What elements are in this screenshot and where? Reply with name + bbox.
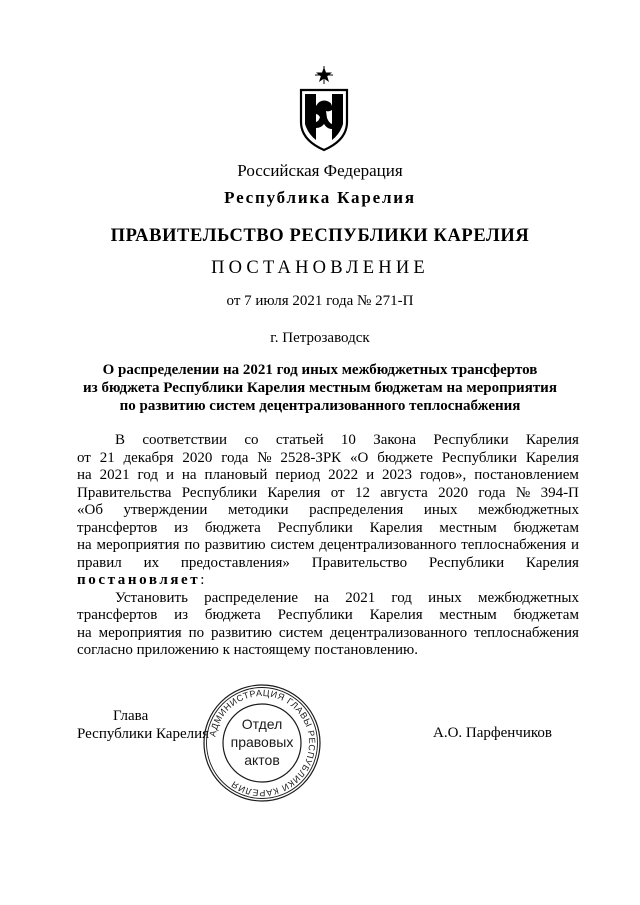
word: развитию bbox=[204, 537, 266, 553]
word: 2528-ЗРК bbox=[280, 449, 342, 466]
word: период bbox=[275, 467, 321, 483]
word: 2021 bbox=[345, 589, 376, 606]
word: распределение bbox=[204, 589, 299, 606]
word: на bbox=[314, 589, 329, 606]
stamp-center-line: Отдел bbox=[241, 716, 283, 732]
justified-line bbox=[77, 485, 579, 503]
word: «Об bbox=[77, 502, 103, 518]
word: методики bbox=[227, 502, 289, 518]
justified-line bbox=[77, 625, 579, 643]
title-line: О распределении на 2021 год иных межбюджетных трансфертов bbox=[102, 362, 538, 378]
round-stamp bbox=[201, 682, 323, 804]
word: на bbox=[77, 537, 92, 553]
document-date-number: от 7 июля 2021 года № 271-П bbox=[226, 293, 414, 309]
word: от bbox=[77, 449, 91, 466]
justified-line bbox=[77, 467, 579, 485]
justified-line bbox=[77, 590, 579, 608]
word: мероприятия bbox=[96, 537, 180, 553]
word: Установить bbox=[115, 589, 188, 606]
word: распределения bbox=[309, 502, 404, 518]
title-line: по развитию систем децентрализованного теплоснабжения bbox=[119, 398, 521, 414]
decree-colon: : bbox=[200, 572, 205, 588]
word: систем bbox=[270, 537, 315, 553]
word: 2021 bbox=[99, 467, 130, 483]
word: плановый bbox=[204, 467, 268, 483]
word: Республики bbox=[277, 519, 353, 536]
karelia-coat-of-arms-icon bbox=[296, 66, 352, 152]
word: трансфертов bbox=[77, 607, 158, 623]
word: год bbox=[391, 589, 412, 606]
word: 2020 bbox=[438, 484, 469, 501]
signature-position-line: Республики Карелия bbox=[77, 726, 210, 742]
word: и bbox=[570, 537, 579, 553]
signatory-name: А.О. Парфенчиков bbox=[433, 725, 552, 741]
justified-line bbox=[77, 432, 579, 450]
paragraph-2-last-line: согласно приложению к настоящему постановлению. bbox=[77, 642, 418, 658]
word: В bbox=[115, 432, 126, 448]
republic-name: Республика Карелия bbox=[224, 188, 416, 207]
word: статьей bbox=[275, 432, 324, 448]
word: мероприятия bbox=[98, 624, 182, 641]
document-city: г. Петрозаводск bbox=[270, 330, 370, 346]
word: 12 bbox=[354, 484, 370, 501]
word: Республики bbox=[441, 449, 518, 466]
word: бюджета bbox=[204, 607, 261, 623]
word: «О bbox=[350, 449, 369, 466]
word: 2022 bbox=[328, 467, 359, 483]
word: бюджетам bbox=[513, 607, 579, 623]
word: бюджета bbox=[204, 519, 261, 536]
word: местным bbox=[439, 607, 497, 623]
word: межбюджетных bbox=[477, 589, 579, 606]
decree-word: постановляет bbox=[77, 572, 201, 588]
word: Правительства bbox=[77, 484, 172, 501]
word: их bbox=[143, 554, 160, 571]
word: иных bbox=[428, 589, 462, 606]
word: 2023 bbox=[382, 467, 413, 483]
justified-line bbox=[77, 555, 579, 573]
word: Карелия bbox=[369, 607, 423, 623]
word: со bbox=[244, 432, 259, 448]
word: год bbox=[137, 467, 159, 483]
word: иных bbox=[423, 502, 458, 518]
word: по bbox=[188, 624, 205, 641]
word: местным bbox=[439, 519, 497, 536]
title-line: из бюджета Республики Карелия местным бюджетам на мероприятия bbox=[83, 380, 557, 396]
word: Карелия bbox=[525, 554, 579, 571]
stamp-center-line: актов bbox=[244, 752, 280, 768]
word: теплоснабжения bbox=[461, 537, 567, 553]
word: № bbox=[257, 449, 272, 466]
stamp-ring-text: АДМИНИСТРАЦИЯ ГЛАВЫ РЕСПУБЛИКИ КАРЕЛИЯ bbox=[207, 687, 318, 799]
word: декабря bbox=[123, 449, 174, 466]
signature-position-line: Глава bbox=[113, 708, 149, 724]
justified-line bbox=[77, 450, 579, 468]
word: правил bbox=[77, 554, 122, 571]
word: децентрализованного bbox=[319, 537, 457, 553]
word: бюджете bbox=[377, 449, 433, 466]
word: Республики bbox=[181, 484, 257, 501]
justified-line bbox=[77, 537, 579, 555]
word: августа bbox=[380, 484, 428, 501]
word: Карелия bbox=[525, 432, 579, 448]
paragraph-2 bbox=[77, 590, 579, 643]
word: предоставления» bbox=[180, 554, 290, 571]
word: 394-П bbox=[540, 484, 579, 501]
word: года bbox=[221, 449, 249, 466]
justified-line bbox=[77, 520, 579, 538]
justified-line bbox=[77, 607, 579, 625]
word: постановлением bbox=[474, 467, 579, 483]
word: теплоснабжения bbox=[473, 624, 579, 641]
paragraph-1 bbox=[77, 432, 579, 572]
signature-position bbox=[77, 707, 209, 743]
word: Карелия bbox=[267, 484, 321, 501]
justified-line bbox=[77, 502, 579, 520]
word: на bbox=[77, 467, 92, 483]
word: Закона bbox=[373, 432, 417, 448]
document-type: ПОСТАНОВЛЕНИЕ bbox=[211, 258, 429, 278]
word: Республики bbox=[428, 554, 505, 571]
word: развитию bbox=[210, 624, 272, 641]
word: из bbox=[174, 607, 189, 623]
word: Карелия bbox=[525, 449, 579, 466]
word: 2020 bbox=[182, 449, 213, 466]
word: систем bbox=[278, 624, 323, 641]
word: Карелия bbox=[369, 519, 423, 536]
word: Республики bbox=[433, 432, 509, 448]
word: трансфертов bbox=[77, 519, 158, 536]
word: утверждении bbox=[123, 502, 208, 518]
decree-line bbox=[77, 572, 579, 590]
word: и bbox=[366, 467, 375, 483]
word: межбюджетных bbox=[477, 502, 579, 518]
government-name: ПРАВИТЕЛЬСТВО РЕСПУБЛИКИ КАРЕЛИЯ bbox=[110, 226, 530, 246]
word: от bbox=[330, 484, 345, 501]
word: на bbox=[77, 624, 92, 641]
word: децентрализованного bbox=[329, 624, 468, 641]
word: 10 bbox=[340, 432, 356, 448]
document-body bbox=[77, 432, 579, 660]
word: Правительство bbox=[311, 554, 408, 571]
word: 21 bbox=[99, 449, 115, 466]
word: Республики bbox=[277, 607, 353, 623]
document-title bbox=[0, 361, 640, 415]
word: соответствии bbox=[142, 432, 228, 448]
word: и bbox=[165, 467, 174, 483]
word: на bbox=[181, 467, 197, 483]
word: № bbox=[515, 484, 531, 501]
word: бюджетам bbox=[513, 519, 579, 536]
word: по bbox=[184, 537, 200, 553]
stamp-center-line: правовых bbox=[230, 734, 294, 750]
word: годов», bbox=[419, 467, 467, 483]
word: года bbox=[478, 484, 506, 501]
word: из bbox=[174, 519, 189, 536]
country-name: Российская Федерация bbox=[237, 161, 403, 180]
